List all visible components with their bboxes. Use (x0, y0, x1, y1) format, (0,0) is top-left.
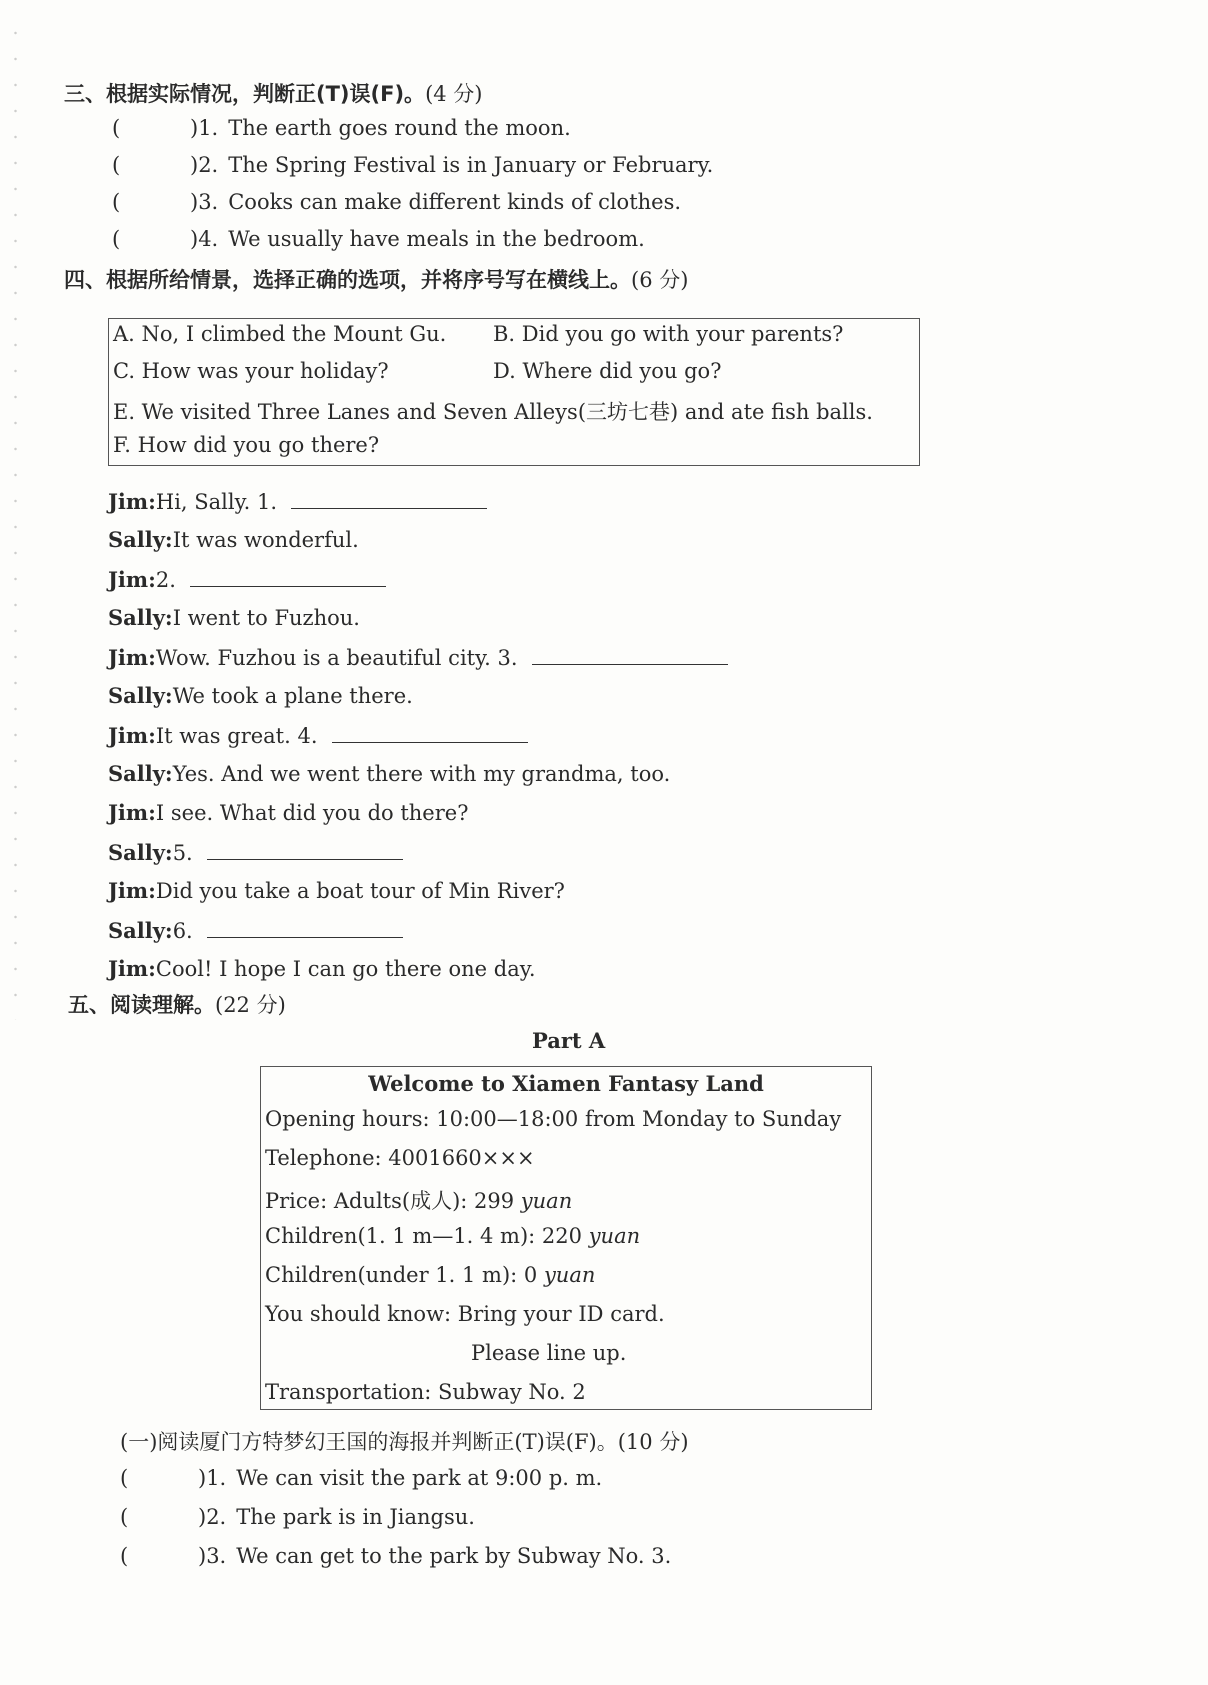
dialogue-line (108, 566, 386, 592)
dialogue-line (108, 917, 403, 943)
poster-transport: Transportation: Subway No. 2 (265, 1380, 586, 1404)
poster-know-1: You should know: Bring your ID card. (265, 1302, 665, 1326)
dialogue-speaker: Jim: (108, 878, 156, 903)
item-number: )2. (198, 1505, 227, 1529)
option-c: C. How was your holiday? (113, 359, 389, 383)
item-number: )3. (198, 1544, 227, 1568)
children-2-label: Children(under 1. 1 m): 0 (265, 1263, 544, 1287)
section4-title: 四、根据所给情景，选择正确的选项，并将序号写在横线上。 (64, 268, 631, 292)
section5-heading (68, 989, 286, 1019)
item-number: )1. (198, 1466, 227, 1490)
dialogue-line (108, 800, 468, 825)
binding-margin-dots (14, 20, 17, 1020)
section3-title: 三、根据实际情况，判断正(T)误(F)。 (64, 82, 426, 106)
dialogue-line (108, 527, 359, 552)
dialogue-line (108, 761, 670, 786)
dialogue-text: Did you take a boat tour of Min River? (155, 879, 565, 903)
children-1-unit: yuan (588, 1224, 641, 1248)
dialogue-speaker: Jim: (108, 567, 156, 592)
dialogue-line (108, 878, 565, 903)
option-a: A. No, I climbed the Mount Gu. (113, 322, 447, 346)
dialogue-line (108, 605, 360, 630)
section4-heading (64, 264, 688, 294)
item-text: The earth goes round the moon. (228, 116, 571, 140)
poster-telephone: Telephone: 4001660××× (265, 1146, 535, 1170)
answer-paren[interactable]: ( (112, 190, 121, 214)
reading-tf-item-1 (120, 1466, 602, 1490)
dialogue-text: We took a plane there. (172, 684, 413, 708)
dialogue-text: Hi, Sally. 1. (155, 490, 278, 514)
poster-children-2 (265, 1263, 595, 1287)
answer-blank[interactable] (190, 566, 386, 587)
item-text: Cooks can make different kinds of clothes. (228, 190, 682, 214)
poster-box (260, 1066, 872, 1410)
dialogue-speaker: Jim: (108, 645, 156, 670)
answer-paren[interactable]: ( (112, 153, 121, 177)
poster-hours: Opening hours: 10:00—18:00 from Monday to Sunday (265, 1107, 842, 1131)
answer-paren[interactable]: ( (112, 227, 121, 251)
answer-paren[interactable]: ( (120, 1505, 129, 1529)
dialogue-speaker: Sally: (108, 527, 173, 552)
answer-paren[interactable]: ( (120, 1466, 129, 1490)
dialogue-speaker: Sally: (108, 840, 173, 865)
options-box (108, 318, 920, 466)
item-text: We usually have meals in the bedroom. (228, 227, 645, 251)
dialogue-speaker: Jim: (108, 956, 156, 981)
poster-price (265, 1185, 572, 1215)
section5-score: (22 分) (215, 993, 286, 1017)
dialogue-text: It was great. 4. (155, 724, 318, 748)
item-text: We can get to the park by Subway No. 3. (236, 1544, 672, 1568)
dialogue-text: I went to Fuzhou. (172, 606, 360, 630)
dialogue-line (108, 683, 413, 708)
children-2-unit: yuan (543, 1263, 596, 1287)
item-number: )3. (190, 190, 219, 214)
section3-heading (64, 78, 482, 108)
item-text: We can visit the park at 9:00 p. m. (236, 1466, 603, 1490)
dialogue-line (108, 488, 487, 514)
answer-blank[interactable] (332, 722, 528, 743)
section3-score: (4 分) (425, 82, 483, 106)
option-f: F. How did you go there? (113, 433, 380, 457)
dialogue-line (108, 722, 528, 748)
dialogue-text: Wow. Fuzhou is a beautiful city. 3. (155, 646, 518, 670)
dialogue-text: 5. (172, 841, 193, 865)
answer-paren[interactable]: ( (112, 116, 121, 140)
tf-item-3 (112, 190, 681, 214)
dialogue-speaker: Jim: (108, 723, 156, 748)
dialogue-line (108, 644, 728, 670)
dialogue-line (108, 956, 536, 981)
poster-know-2: Please line up. (471, 1341, 627, 1365)
answer-paren[interactable]: ( (120, 1544, 129, 1568)
dialogue-speaker: Sally: (108, 683, 173, 708)
dialogue-text: I see. What did you do there? (155, 801, 469, 825)
price-label: Price: Adults(成人): 299 (265, 1189, 521, 1213)
dialogue-speaker: Jim: (108, 800, 156, 825)
section4-score: (6 分) (631, 268, 689, 292)
tf-item-2 (112, 153, 713, 177)
reading-tf-item-2 (120, 1505, 475, 1529)
item-text: The park is in Jiangsu. (236, 1505, 475, 1529)
answer-blank[interactable] (207, 839, 403, 860)
dialogue-text: Cool! I hope I can go there one day. (155, 957, 536, 981)
dialogue-speaker: Sally: (108, 761, 173, 786)
option-e: E. We visited Three Lanes and Seven Alleys(三坊七巷) and ate fish balls. (113, 400, 873, 424)
answer-blank[interactable] (207, 917, 403, 938)
item-text: The Spring Festival is in January or February. (228, 153, 714, 177)
option-d: D. Where did you go? (493, 359, 722, 383)
item-number: )2. (190, 153, 219, 177)
answer-blank[interactable] (291, 488, 487, 509)
part-a-title: Part A (532, 1028, 606, 1053)
dialogue-text: 6. (172, 919, 193, 943)
tf-item-4 (112, 227, 645, 251)
dialogue-speaker: Jim: (108, 489, 156, 514)
dialogue-speaker: Sally: (108, 918, 173, 943)
section5-title: 五、阅读理解。 (68, 993, 215, 1017)
dialogue-text: Yes. And we went there with my grandma, too. (172, 762, 671, 786)
tf-item-1 (112, 116, 571, 140)
item-number: )1. (190, 116, 219, 140)
price-unit: yuan (520, 1189, 573, 1213)
dialogue-text: It was wonderful. (172, 528, 359, 552)
option-b: B. Did you go with your parents? (493, 322, 844, 346)
answer-blank[interactable] (532, 644, 728, 665)
dialogue-speaker: Sally: (108, 605, 173, 630)
poster-title: Welcome to Xiamen Fantasy Land (368, 1071, 764, 1096)
children-1-label: Children(1. 1 m—1. 4 m): 220 (265, 1224, 589, 1248)
item-number: )4. (190, 227, 219, 251)
poster-children-1 (265, 1224, 640, 1248)
subsection1-title: (一)阅读厦门方特梦幻王国的海报并判断正(T)误(F)。(10 分) (120, 1430, 689, 1454)
dialogue-line (108, 839, 403, 865)
dialogue-text: 2. (155, 568, 176, 592)
reading-tf-item-3 (120, 1544, 671, 1568)
